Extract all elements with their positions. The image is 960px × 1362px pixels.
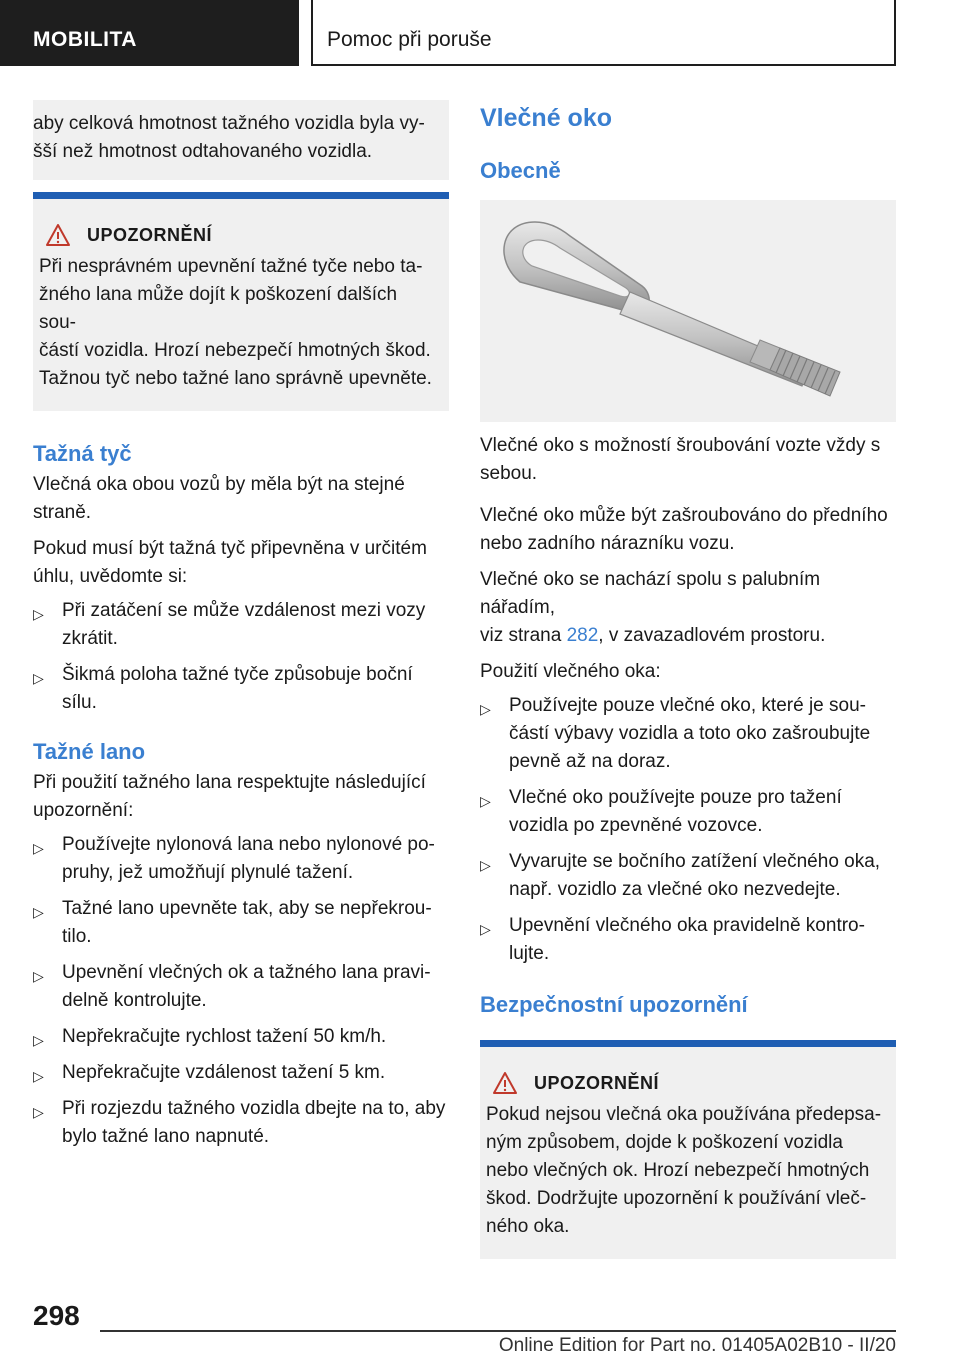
heading-bezpecnostni-upozorneni: Bezpečnostní upozornění: [480, 992, 748, 1017]
warning-triangle-icon: [492, 1071, 518, 1095]
bullet-triangle-icon: ▷: [33, 606, 44, 622]
warning-text-line: nebo vlečných ok. Hrozí nebezpečí hmotných: [486, 1160, 870, 1181]
warning-title: UPOZORNĚNÍ: [486, 1069, 882, 1097]
bullet-triangle-icon: ▷: [480, 701, 491, 717]
bullet-triangle-icon: ▷: [33, 1032, 44, 1048]
right-column: [480, 100, 896, 1259]
continued-note-line-2: šší než hmotnost odtahovaného vozidla.: [33, 141, 373, 162]
tazna-tyc-p1: Vlečná oka obou vozů by měla být na stejné straně.: [33, 474, 405, 523]
bullet-triangle-icon: ▷: [33, 840, 44, 856]
list-item: ▷ Upevnění vlečných ok a tažného lana pravi‐ delně kontrolujte.: [33, 962, 431, 1011]
bullet-triangle-icon: ▷: [480, 857, 491, 873]
page-reference-link[interactable]: 282: [566, 625, 599, 646]
warning-text-line: ného oka.: [486, 1216, 570, 1237]
vlecne-oko-p4: Použití vlečného oka:: [480, 661, 661, 682]
vlecne-oko-p2: Vlečné oko může být zašroubováno do předního nebo zadního nárazníku vozu.: [480, 505, 888, 554]
warning-text-line: ným způsobem, dojde k poškození vozidla: [486, 1132, 843, 1153]
bullet-triangle-icon: ▷: [480, 793, 491, 809]
continued-note-line-1: aby celková hmotnost tažného vozidla byla vy‐: [33, 113, 425, 134]
warning-text-line: Pokud nejsou vlečná oka používána předepsa‐: [486, 1104, 882, 1125]
list-item: ▷ Šikmá poloha tažné tyče způsobuje boční sílu.: [33, 664, 413, 713]
tazne-lano-p1: Při použití tažného lana respektujte následující upozornění:: [33, 772, 426, 821]
footer-divider: [100, 1330, 896, 1332]
warning-box-1: [33, 192, 449, 411]
heading-tazna-tyc: Tažná tyč: [33, 441, 132, 466]
tazne-lano-list: [33, 831, 449, 1151]
warning-box-2: [480, 1040, 896, 1259]
warning-text-line: škod. Dodržujte upozornění k používání vleč‐: [486, 1188, 867, 1209]
tazna-tyc-list: [33, 597, 449, 717]
bullet-triangle-icon: ▷: [480, 921, 491, 937]
warning-text-line: žného lana může dojít k poškození dalších sou‐: [39, 284, 398, 333]
header-section-tab: [0, 0, 299, 66]
header-section-label: MOBILITA: [33, 28, 137, 51]
warning-text-line: Tažnou tyč nebo tažné lano správně upevněte.: [39, 368, 432, 389]
list-item: ▷ Při zatáčení se může vzdálenost mezi vozy zkrátit.: [33, 600, 426, 649]
list-item: ▷ Upevnění vlečného oka pravidelně kontro‐ lujte.: [480, 915, 865, 964]
list-item: ▷ Používejte nylonová lana nebo nylonové po‐ pruhy, jež umožňují plynulé tažení.: [33, 834, 435, 883]
warning-triangle-icon: [45, 223, 71, 247]
warning-text-line: částí vozidla. Hrozí nebezpečí hmotných škod.: [39, 340, 431, 361]
vlecne-oko-p3: Vlečné oko se nachází spolu s palubním nářadím, viz strana 282, v zavazadlovém prostoru.: [480, 569, 826, 646]
bullet-triangle-icon: ▷: [33, 1068, 44, 1084]
list-item: ▷ Nepřekračujte rychlost tažení 50 km/h.: [33, 1023, 449, 1051]
list-item: ▷ Při rozjezdu tažného vozidla dbejte na to, aby bylo tažné lano napnuté.: [33, 1098, 446, 1147]
header-chapter-label: Pomoc při poruše: [327, 28, 492, 51]
continued-note-box: [33, 100, 449, 180]
tow-eye-illustration: [480, 200, 896, 422]
list-item: ▷ Vyvarujte se bočního zatížení vlečného oka, např. vozidlo za vlečné oko nezvedejte.: [480, 851, 881, 900]
list-item: ▷ Používejte pouze vlečné oko, které je sou‐ částí výbavy vozidla a toto oko zašroubujte pevně až na doraz.: [480, 695, 871, 772]
vlecne-oko-p1: Vlečné oko s možností šroubování vozte vždy s sebou.: [480, 435, 881, 484]
subheading-obecne: Obecně: [480, 158, 561, 183]
header-chapter-tab: [311, 0, 896, 66]
heading-tazne-lano: Tažné lano: [33, 739, 146, 764]
warning-text-line: Při nesprávném upevnění tažné tyče nebo ta‐: [39, 256, 423, 277]
tazna-tyc-p2: Pokud musí být tažná tyč připevněna v určitém úhlu, uvědomte si:: [33, 538, 427, 587]
footer-edition-text: Online Edition for Part no. 01405A02B10 - II/20: [498, 1335, 896, 1356]
page-number: 298: [33, 1300, 80, 1331]
bullet-triangle-icon: ▷: [33, 904, 44, 920]
left-column: [33, 100, 449, 1151]
bullet-triangle-icon: ▷: [33, 670, 44, 686]
list-item: ▷ Tažné lano upevněte tak, aby se nepřekrou‐ tilo.: [33, 898, 432, 947]
heading-vlecne-oko: Vlečné oko: [480, 104, 612, 132]
bullet-triangle-icon: ▷: [33, 968, 44, 984]
tow-eye-icon: [480, 200, 896, 422]
vlecne-oko-list: [480, 692, 896, 968]
bullet-triangle-icon: ▷: [33, 1104, 44, 1120]
list-item: ▷ Nepřekračujte vzdálenost tažení 5 km.: [33, 1059, 449, 1087]
list-item: ▷ Vlečné oko používejte pouze pro tažení vozidla po zpevněné vozovce.: [480, 787, 842, 836]
warning-title: UPOZORNĚNÍ: [39, 221, 435, 249]
